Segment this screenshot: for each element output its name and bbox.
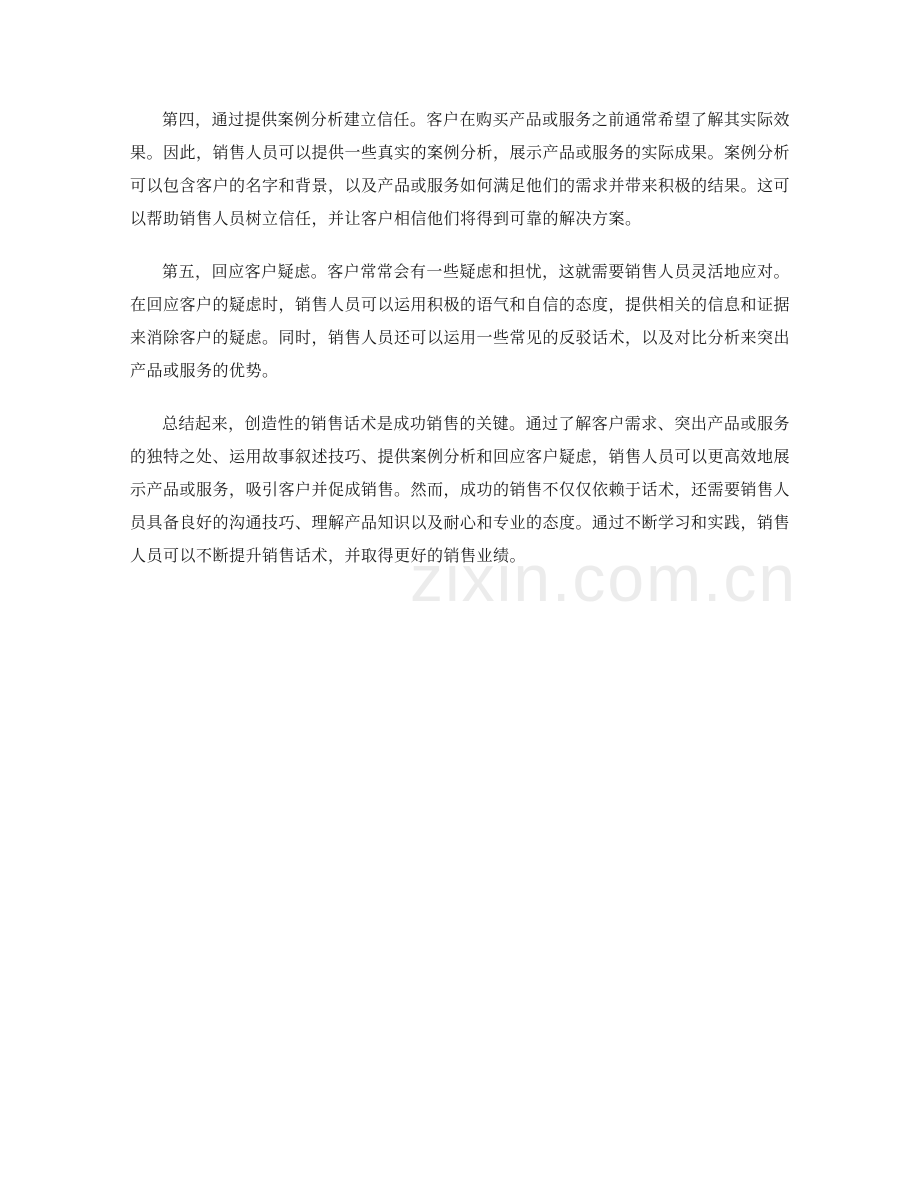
paragraph-case-analysis: 第四，通过提供案例分析建立信任。客户在购买产品或服务之前通常希望了解其实际效果。因此，销售人员可以提供一些真实的案例分析，展示产品或服务的实际成果。案例分析可以包含客户的名字和背景，以及产品或服务如何满足他们的需求并带来积极的结果。这可以帮助销售人员树立信任，并让客户相信他们将得到可靠的解决方案。 bbox=[130, 110, 791, 228]
paragraph-summary: 总结起来，创造性的销售话术是成功销售的关键。通过了解客户需求、突出产品或服务的独特之处、运用故事叙述技巧、提供案例分析和回应客户疑虑，销售人员可以更高效地展示产品或服务，吸引客户并促成销售。然而，成功的销售不仅仅依赖于话术，还需要销售人员具备良好的沟通技巧、理解产品知识以及耐心和专业的态度。通过不断学习和实践，销售人员可以不断提升销售话术，并取得更好的销售业绩。 bbox=[130, 414, 791, 565]
watermark: zixin.com.cn bbox=[410, 541, 798, 615]
document-body bbox=[130, 103, 790, 592]
paragraph-customer-concerns: 第五，回应客户疑虑。客户常常会有一些疑虑和担忧，这就需要销售人员灵活地应对。在回应客户的疑虑时，销售人员可以运用积极的语气和自信的态度，提供相关的信息和证据来消除客户的疑虑。同时，销售人员还可以运用一些常见的反驳话术，以及对比分析来突出产品或服务的优势。 bbox=[130, 262, 791, 380]
